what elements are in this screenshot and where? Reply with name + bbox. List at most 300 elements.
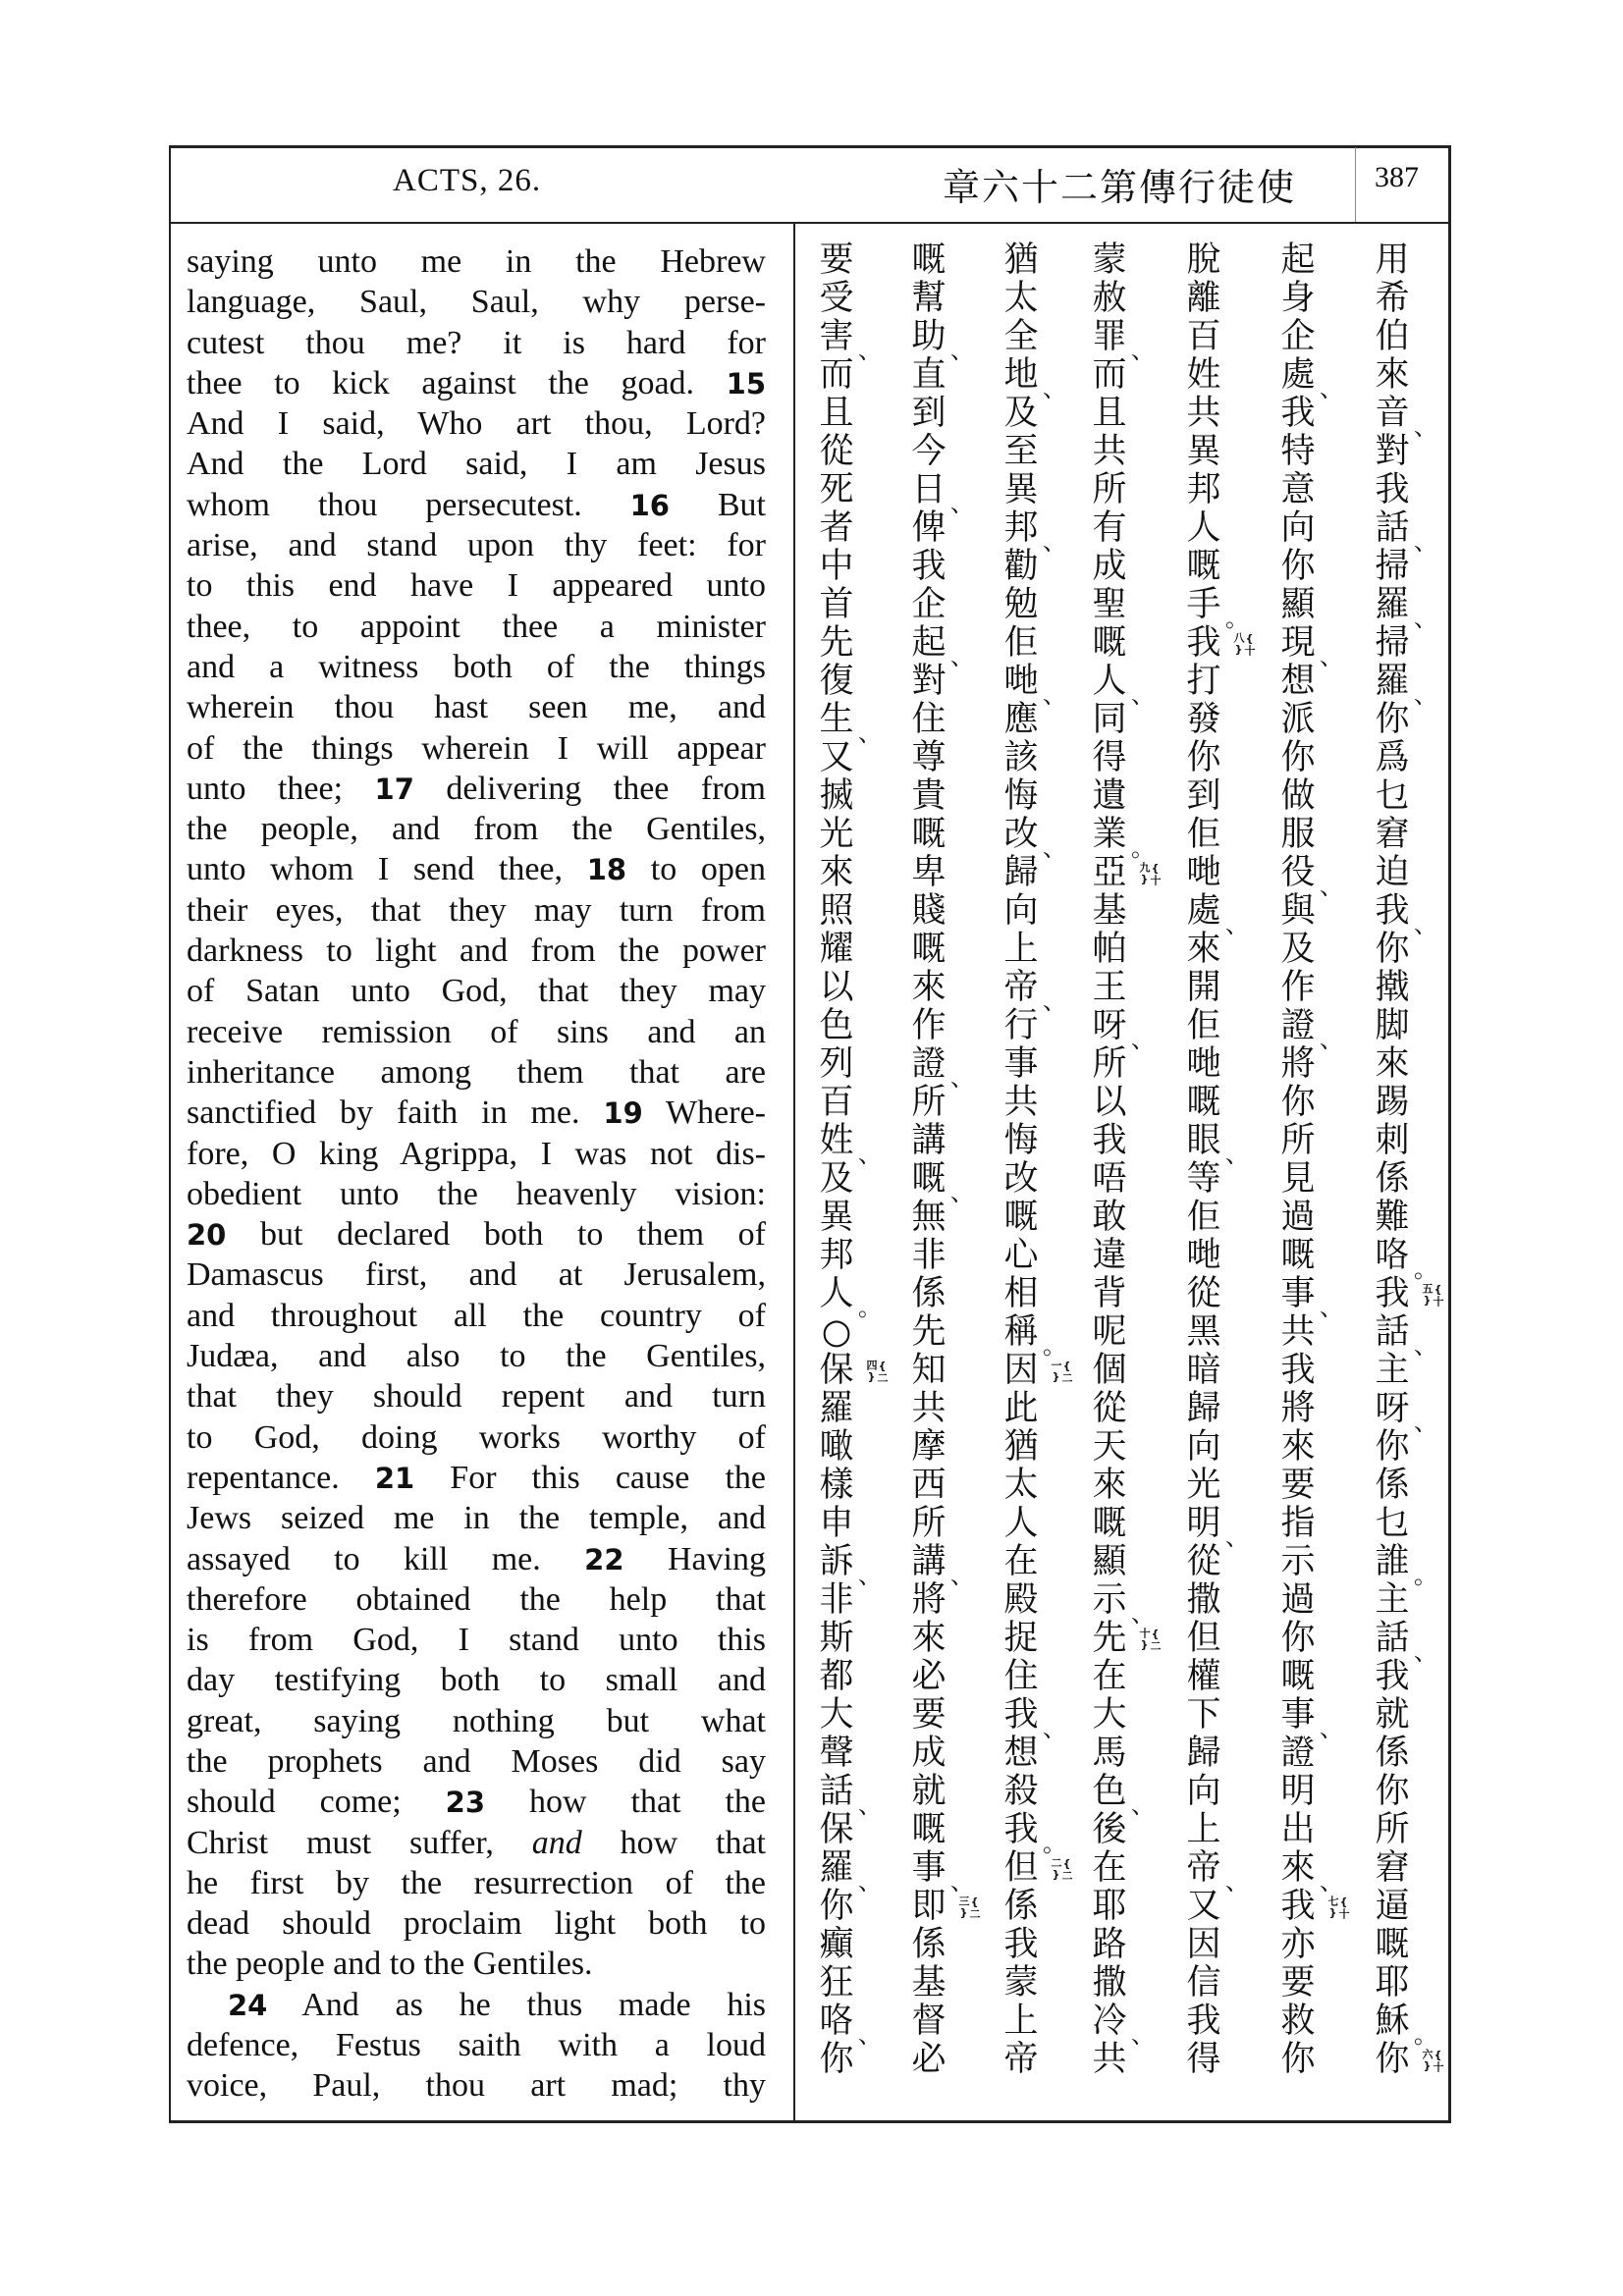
chinese-character: 你: [1280, 2040, 1316, 2079]
chinese-character: 個: [1092, 1351, 1127, 1390]
chinese-character: 姓 、: [819, 1121, 882, 1168]
chinese-character: 我 。: [1003, 1810, 1066, 1857]
punctuation-mark: 。: [1414, 1562, 1437, 1589]
chinese-character: 得: [1092, 738, 1127, 777]
chinese-character: 話 、: [1375, 1312, 1437, 1360]
text-line: [187, 1093, 766, 1133]
chinese-character: 所: [1092, 1044, 1127, 1084]
chinese-character: 我: [1280, 1351, 1316, 1390]
chinese-character: 大: [1092, 1695, 1127, 1735]
frame-left: [169, 145, 171, 2122]
chinese-character: 無: [911, 1198, 947, 1237]
punctuation-mark: 、: [1414, 605, 1437, 632]
chinese-character: 你: [1186, 738, 1221, 777]
chinese-character: 西: [911, 1466, 947, 1505]
chinese-character: 敢: [1092, 1198, 1127, 1237]
chinese-character: 俾: [911, 508, 947, 548]
chinese-character: 至: [1003, 432, 1039, 471]
chinese-character: 現 、: [1280, 623, 1343, 670]
text-segment: thee, to appoint thee a minister: [187, 608, 766, 645]
chinese-character: 就: [1375, 1695, 1410, 1735]
chinese-character: 色 、: [1092, 1772, 1155, 1819]
chinese-character: 來: [1092, 1466, 1127, 1505]
punctuation-mark: 、: [1320, 1715, 1343, 1742]
text-segment: arise, and stand upon thy feet: for: [187, 527, 766, 564]
chinese-character: 上: [1003, 930, 1039, 969]
chinese-character: 歸: [1186, 1389, 1221, 1428]
chinese-character: 係: [1375, 1466, 1410, 1505]
frame-bottom: [169, 2120, 1451, 2123]
chinese-character: 企: [1280, 317, 1316, 356]
chinese-character: 處 、: [1280, 355, 1343, 402]
chinese-character: 上: [1003, 2002, 1039, 2041]
chinese-character: 人: [1186, 508, 1221, 548]
chinese-character: 地 、: [1003, 355, 1066, 402]
chinese-character: 受: [819, 279, 854, 318]
chinese-character: 我: [1375, 470, 1410, 509]
text-line: [187, 687, 766, 727]
text-line: [187, 1863, 766, 1903]
text-line: [187, 282, 766, 322]
chinese-character: 在: [1092, 1848, 1127, 1888]
chinese-character: 改 、: [1003, 815, 1066, 862]
text-segment: assayed to kill me.: [187, 1540, 585, 1577]
chinese-character: 講 、: [911, 1542, 974, 1589]
chinese-character: 來: [1280, 1427, 1316, 1467]
text-line: [187, 1012, 766, 1052]
text-segment: sanctified by faith in me.: [187, 1095, 604, 1132]
chinese-character: 你: [1375, 700, 1410, 739]
punctuation-mark: 、: [1414, 1409, 1437, 1436]
chinese-character: 嘅: [1280, 1236, 1316, 1275]
text-segment: And as he thus made his: [267, 1986, 766, 2023]
text-segment: the people, and from the Gentiles,: [187, 811, 766, 848]
text-segment: Having: [623, 1540, 767, 1577]
chinese-character: 從: [1186, 1274, 1221, 1313]
chinese-character: 係: [911, 1925, 947, 1964]
chinese-character: 帝: [1003, 2040, 1039, 2079]
chinese-character: 脫: [1186, 240, 1221, 280]
punctuation-mark: 、: [1131, 1791, 1155, 1819]
text-segment: But: [669, 486, 766, 523]
chinese-character: 悔: [1003, 776, 1039, 816]
chinese-character: 都: [819, 1657, 854, 1696]
punctuation-mark: 、: [1414, 413, 1437, 441]
chinese-character: 耀: [819, 930, 854, 969]
verse-number: {十五}: [1421, 1282, 1444, 1307]
text-line: [187, 1903, 766, 1944]
chinese-character: 非: [819, 1580, 854, 1620]
text-segment: inheritance among them that are: [187, 1053, 766, 1091]
text-segment: Judæa, and also to the Gentiles,: [187, 1338, 766, 1375]
verse-number: 22: [584, 1542, 624, 1576]
text-segment: how that the: [485, 1784, 766, 1821]
text-segment: but declared both to them of: [226, 1216, 766, 1254]
chinese-character: 服: [1280, 815, 1316, 854]
chinese-character: 從: [1186, 1542, 1221, 1581]
chinese-character: 遺: [1092, 776, 1127, 816]
chinese-character: 光: [1186, 1466, 1221, 1505]
punctuation-mark: 。: [1043, 1830, 1066, 1857]
chinese-character: 講: [911, 1121, 947, 1160]
chinese-character: 異: [1003, 470, 1039, 509]
chinese-character: 要: [911, 1695, 947, 1735]
header-divider: [1355, 147, 1356, 222]
text-segment: Damascus first, and at Jerusalem,: [187, 1256, 766, 1294]
chinese-character: 又: [819, 738, 854, 777]
chinese-character: 派: [1280, 700, 1316, 739]
chinese-column: [992, 240, 1073, 2079]
chinese-character: 對: [911, 662, 947, 701]
chinese-character: 死: [819, 470, 854, 509]
chinese-character: 又: [1186, 1887, 1221, 1926]
frame-right: [1448, 145, 1451, 2122]
chinese-character: 而: [819, 355, 854, 395]
chinese-character: 窘: [1375, 1848, 1410, 1888]
chinese-character: 我: [1280, 394, 1316, 433]
chinese-character: 及: [1280, 930, 1316, 969]
chinese-character: 我: [1186, 2002, 1221, 2041]
text-segment: repentance.: [187, 1459, 375, 1496]
chinese-character: 將: [1280, 1044, 1316, 1084]
chinese-character: 必: [911, 1657, 947, 1696]
header-rule: [169, 222, 1450, 224]
punctuation-mark: 、: [1414, 528, 1437, 556]
text-segment: thee to kick against the goad.: [187, 364, 727, 401]
chinese-character: 全: [1003, 317, 1039, 356]
chinese-character: 猶: [1003, 240, 1039, 280]
chinese-character: {十五} 我: [1375, 1274, 1444, 1313]
text-segment: obedient unto the heavenly vision:: [187, 1175, 766, 1212]
text-line: [187, 1417, 766, 1458]
punctuation-mark: 。: [1414, 2021, 1437, 2049]
text-line: [187, 1741, 766, 1782]
chinese-character: 顯: [1092, 1542, 1127, 1581]
chinese-character: 事 、: [1280, 1274, 1343, 1321]
verse-number: {十六}: [1421, 2048, 1444, 2072]
text-segment: Jews seized me in the temple, and: [187, 1500, 766, 1537]
text-line: [187, 363, 766, 403]
text-segment: voice, Paul, thou art mad; thy: [187, 2067, 766, 2105]
text-segment: their eyes, that they may turn from: [187, 891, 766, 929]
punctuation-mark: 、: [1131, 337, 1155, 364]
text-line: [187, 565, 766, 606]
text-segment: to this end have I appeared unto: [187, 567, 766, 605]
chinese-character: 救: [1280, 2002, 1316, 2041]
chinese-character: 捉: [1003, 1619, 1039, 1658]
text-line: [187, 1701, 766, 1741]
chinese-character: 嘅: [911, 930, 947, 969]
chinese-character: 人: [1003, 1504, 1039, 1543]
punctuation-mark: 、: [858, 2021, 882, 2049]
punctuation-mark: 、: [1320, 1294, 1343, 1321]
verse-number: {二一}: [1050, 1359, 1073, 1383]
chinese-character: 就: [911, 1772, 947, 1811]
chinese-character: 掃: [1375, 623, 1410, 663]
chinese-character: 向: [1280, 508, 1316, 548]
chinese-character: 佢: [1186, 1006, 1221, 1045]
chinese-character: 哋: [1186, 853, 1221, 892]
text-line: [187, 1376, 766, 1416]
punctuation-mark: 。: [1043, 1332, 1066, 1360]
chinese-character: 離: [1186, 279, 1221, 318]
chinese-character: 呀 、: [1092, 1006, 1155, 1053]
chinese-character: 下: [1186, 1695, 1221, 1735]
chinese-character: 今: [911, 432, 947, 471]
chinese-character: 我: [1003, 1925, 1039, 1964]
chinese-character: {二三} 即: [911, 1887, 981, 1926]
chinese-character: 要: [819, 240, 854, 280]
chinese-character: 企: [911, 585, 947, 624]
text-segment: therefore obtained the help that: [187, 1580, 766, 1618]
chinese-character: 證: [1280, 1734, 1316, 1773]
text-line: [187, 1214, 766, 1255]
chinese-character: 搣: [819, 776, 854, 816]
punctuation-mark: 。: [1414, 1255, 1437, 1283]
chinese-column: [899, 240, 981, 2079]
chinese-character: 要: [1280, 1466, 1316, 1505]
chinese-character: 嘅: [911, 1810, 947, 1849]
chinese-character: 猶: [1003, 1427, 1039, 1467]
chinese-character: 業 。: [1092, 815, 1155, 862]
chinese-character: 行: [1003, 1006, 1039, 1045]
punctuation-mark: 、: [1320, 643, 1343, 670]
chinese-character: {十八} 我: [1186, 623, 1256, 663]
chinese-character: 嘅: [1375, 1925, 1410, 1964]
chinese-character: 起 、: [911, 623, 974, 670]
chinese-character: 基: [1092, 891, 1127, 931]
chinese-character: 改: [1003, 1159, 1039, 1199]
punctuation-mark: 、: [1320, 1026, 1343, 1053]
chinese-character: 信: [1186, 1963, 1221, 2002]
text-segment: the prophets and Moses did say: [187, 1742, 766, 1780]
verse-number: {十七}: [1326, 1895, 1350, 1919]
verse-number: 23: [445, 1786, 486, 1820]
punctuation-mark: 、: [1225, 1868, 1249, 1896]
chinese-character: 應: [1003, 700, 1039, 739]
chinese-character: 必: [911, 2040, 947, 2079]
chinese-character: 共: [1092, 2040, 1127, 2079]
chinese-character: 成: [911, 1734, 947, 1773]
chinese-character: 以: [819, 968, 854, 1007]
chinese-character: 逼: [1375, 1887, 1410, 1926]
text-line: [187, 809, 766, 849]
chinese-character: 蒙: [1003, 1963, 1039, 2002]
text-line: [187, 323, 766, 363]
chinese-character: 過: [1280, 1580, 1316, 1620]
chinese-character: 羅 、: [819, 1848, 882, 1896]
punctuation-mark: 、: [858, 337, 882, 364]
chinese-character: 用: [1375, 240, 1410, 280]
text-line: [187, 1296, 766, 1336]
punctuation-mark: 、: [1131, 1600, 1155, 1628]
verse-number: 18: [586, 853, 627, 887]
chinese-character: 呢: [1092, 1312, 1127, 1352]
text-line: [187, 1782, 766, 1822]
chinese-character: 帝 、: [1186, 1848, 1249, 1896]
verse-number: {二十}: [1138, 1627, 1162, 1651]
chinese-character: 權: [1186, 1657, 1221, 1696]
verse-number: {二二}: [1050, 1856, 1073, 1881]
text-line: [187, 931, 766, 971]
page-number: 387: [1375, 161, 1419, 193]
punctuation-mark: 、: [1043, 1715, 1066, 1742]
chinese-character: 嘅: [1092, 623, 1127, 663]
chinese-character: 難: [1375, 1198, 1410, 1237]
italic-text: and: [531, 1824, 582, 1861]
chinese-character: 在: [1092, 1657, 1127, 1696]
chinese-character: 脚: [1375, 1006, 1410, 1045]
chinese-character: 且: [819, 394, 854, 433]
chinese-character: 首: [819, 585, 854, 624]
chinese-character: {十九} 亞: [1092, 853, 1162, 892]
punctuation-mark: 、: [950, 1064, 974, 1092]
chinese-character: 係: [911, 1274, 947, 1313]
text-line: [187, 728, 766, 769]
chinese-column: [1269, 240, 1350, 2079]
text-segment: delivering thee from: [413, 770, 766, 807]
chinese-character: {十七} 我: [1280, 1887, 1350, 1926]
chinese-character: 但: [1186, 1619, 1221, 1658]
chinese-character: 人 。: [819, 1274, 882, 1321]
chinese-character: 證 、: [1280, 1006, 1343, 1053]
chinese-character: 直: [911, 355, 947, 395]
punctuation-mark: 、: [1043, 834, 1066, 862]
punctuation-mark: 、: [1043, 528, 1066, 556]
text-segment: whom thou persecutest.: [187, 486, 630, 523]
chinese-character: 中: [819, 547, 854, 586]
punctuation-mark: 、: [1131, 1026, 1155, 1053]
chinese-character: {二十} 先: [1092, 1619, 1162, 1658]
chinese-character: 樣: [819, 1466, 854, 1505]
chinese-character: 害 、: [819, 317, 882, 364]
text-line: [187, 1498, 766, 1538]
chinese-character: 指: [1280, 1504, 1316, 1543]
chinese-character: 聖: [1092, 585, 1127, 624]
chinese-character: 照: [819, 891, 854, 931]
chinese-character: 所: [1280, 1121, 1316, 1160]
chinese-character: 聲: [819, 1734, 854, 1773]
punctuation-mark: 、: [950, 490, 974, 517]
punctuation-mark: 、: [950, 337, 974, 364]
chinese-character: 起: [1280, 240, 1316, 280]
punctuation-mark: 、: [1320, 873, 1343, 900]
chinese-character: 向: [1186, 1772, 1221, 1811]
chinese-character: 示 、: [1092, 1580, 1155, 1628]
chinese-character: 想: [1280, 662, 1316, 701]
chinese-character: 希: [1375, 279, 1410, 318]
chinese-character: 且: [1092, 394, 1127, 433]
chinese-text-columns: [795, 241, 1443, 2087]
english-text-column: [187, 241, 766, 2107]
chinese-character: 事 、: [911, 1848, 974, 1896]
chinese-character: 嘅: [911, 240, 947, 280]
punctuation-mark: 、: [858, 1791, 882, 1819]
chinese-character: 百: [1186, 317, 1221, 356]
chinese-character: 伯: [1375, 317, 1410, 356]
chinese-character: 踢: [1375, 1083, 1410, 1122]
chinese-character: 我: [911, 547, 947, 586]
chinese-character: 咯 、: [819, 2002, 882, 2049]
chinese-character: 誰 。: [1375, 1542, 1437, 1589]
chinese-character: 成: [1092, 547, 1127, 586]
text-line: [187, 1660, 766, 1700]
chinese-character: 發: [1186, 700, 1221, 739]
punctuation-mark: 、: [858, 1562, 882, 1589]
text-segment: of Satan unto God, that they may: [187, 973, 766, 1010]
chinese-character: 等: [1186, 1159, 1221, 1199]
chinese-character: 癲: [819, 1925, 854, 1964]
chinese-character: 嘅: [1092, 1504, 1127, 1543]
text-segment: to God, doing works worthy of: [187, 1418, 766, 1456]
chinese-character: 督: [911, 2002, 947, 2041]
text-segment: that they should repent and turn: [187, 1378, 766, 1415]
chinese-character: 嘅: [1280, 1657, 1316, 1696]
verse-number: 16: [629, 488, 670, 522]
chinese-character: 來: [1186, 930, 1221, 969]
verse-number: {二三}: [957, 1895, 981, 1919]
chinese-character: 我: [1092, 1121, 1127, 1160]
chinese-character: 及: [819, 1159, 854, 1199]
chinese-character: 穌 。: [1375, 2002, 1437, 2049]
verse-number: 20: [187, 1218, 227, 1253]
text-line: [187, 444, 766, 484]
text-line: [187, 241, 766, 282]
chinese-character: 佢: [1003, 623, 1039, 663]
chinese-character: 姓: [1186, 355, 1221, 395]
punctuation-mark: 、: [1414, 1638, 1437, 1666]
chinese-character: 刺: [1375, 1121, 1410, 1160]
chinese-character: 佢: [1186, 1198, 1221, 1237]
punctuation-mark: 、: [1225, 911, 1249, 938]
text-line: [187, 1823, 766, 1863]
text-segment: receive remission of sins and an: [187, 1013, 766, 1050]
punctuation-mark: 、: [1414, 681, 1437, 709]
chinese-character: 羅: [819, 1389, 854, 1428]
text-line: [187, 1174, 766, 1214]
chinese-character: 馬: [1092, 1734, 1127, 1773]
chinese-character: 話 、: [1375, 1619, 1437, 1666]
text-segment: unto whom I send thee,: [187, 851, 587, 888]
chinese-character: 亦: [1280, 1925, 1316, 1964]
chinese-character: 音 、: [1375, 394, 1437, 441]
chinese-character: 撒: [1092, 1963, 1127, 2002]
text-segment: language, Saul, Saul, why perse-: [187, 284, 766, 321]
chinese-character: 摩: [911, 1427, 947, 1467]
chinese-character: 哋 、: [1003, 662, 1066, 709]
chinese-column: [1174, 240, 1256, 2079]
chinese-character: 嘅: [1186, 1083, 1221, 1122]
chinese-character: {二二} 但: [1003, 1848, 1073, 1888]
punctuation-mark: 、: [1320, 1868, 1343, 1896]
chinese-character: 相: [1003, 1274, 1039, 1313]
chinese-character: 所: [1375, 1810, 1410, 1849]
chinese-character: 殺: [1003, 1772, 1039, 1811]
chinese-character: 對: [1375, 432, 1410, 471]
chinese-column: [1080, 240, 1162, 2079]
punctuation-mark: 、: [1043, 681, 1066, 709]
chinese-character: 你: [819, 2040, 854, 2079]
chinese-character: {二四} 保: [819, 1351, 889, 1390]
chinese-character: 有: [1092, 508, 1127, 548]
chinese-character: 主: [1375, 1351, 1410, 1390]
chinese-character: 眼 、: [1186, 1121, 1249, 1168]
chinese-character: 到: [911, 394, 947, 433]
chinese-character: 示: [1280, 1542, 1316, 1581]
punctuation-mark: 。: [1225, 605, 1249, 632]
verse-number: 19: [603, 1096, 643, 1131]
chinese-character: 來: [1375, 1044, 1410, 1084]
